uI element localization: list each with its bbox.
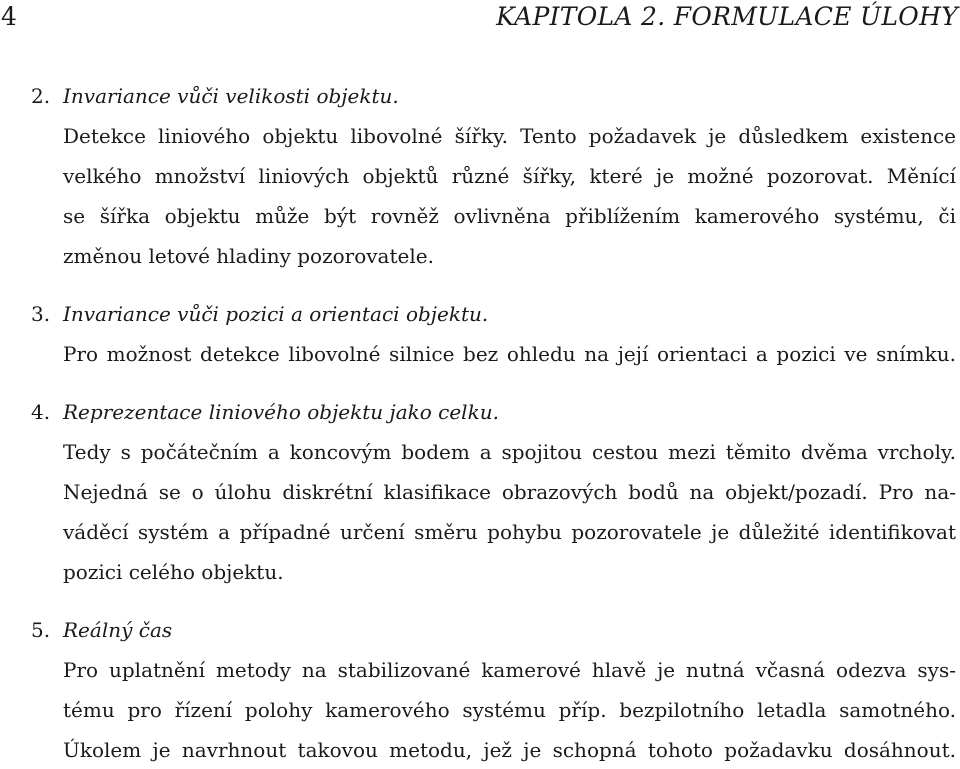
list-item-number: 3. xyxy=(31,302,51,326)
paragraph-line: tému pro řízení polohy kamerového systému příp. bezpilotního letadla samotného. xyxy=(63,698,956,722)
page-header xyxy=(0,2,960,32)
paragraph-line: váděcí systém a případné určení směru pohybu pozorovatele je důležité identifikovat xyxy=(63,520,956,544)
paragraph-line: se šířka objektu může být rovněž ovlivněna přiblížením kamerového systému, či xyxy=(63,204,956,228)
paragraph-line: pozici celého objektu. xyxy=(63,560,284,584)
list-item-title: Reálný čas xyxy=(63,618,173,642)
list-item-number: 4. xyxy=(31,400,51,424)
paragraph-line: Pro možnost detekce libovolné silnice bez ohledu na její orientaci a pozici ve snímku. xyxy=(63,342,956,366)
page-number: 4 xyxy=(1,2,17,31)
list-item-number: 2. xyxy=(31,84,51,108)
paragraph-line: změnou letové hladiny pozorovatele. xyxy=(63,244,434,268)
list-item-title: Invariance vůči pozici a orientaci objektu. xyxy=(63,302,489,326)
paragraph-line: velkého množství liniových objektů různé šířky, které je možné pozorovat. Měnící xyxy=(63,164,956,188)
paragraph-line: Úkolem je navrhnout takovou metodu, jež je schopná tohoto požadavku dosáhnout. xyxy=(63,738,956,762)
paragraph-line: Nejedná se o úlohu diskrétní klasifikace obrazových bodů na objekt/pozadí. Pro na- xyxy=(63,480,956,504)
paragraph-line: Detekce liniového objektu libovolné šířky. Tento požadavek je důsledkem existence xyxy=(63,124,956,148)
paragraph-line: Pro uplatnění metody na stabilizované kamerové hlavě je nutná včasná odezva sys- xyxy=(63,658,956,682)
running-title: KAPITOLA 2. FORMULACE ÚLOHY xyxy=(496,2,958,31)
list-item-title: Invariance vůči velikosti objektu. xyxy=(63,84,399,108)
list-item-heading xyxy=(31,302,488,326)
list-item-heading xyxy=(31,84,399,108)
list-item-heading xyxy=(31,618,172,642)
list-item-heading xyxy=(31,400,499,424)
list-item-number: 5. xyxy=(31,618,51,642)
list-item-title: Reprezentace liniového objektu jako celku. xyxy=(63,400,499,424)
paragraph-line: Tedy s počátečním a koncovým bodem a spojitou cestou mezi těmito dvěma vrcholy. xyxy=(63,440,956,464)
